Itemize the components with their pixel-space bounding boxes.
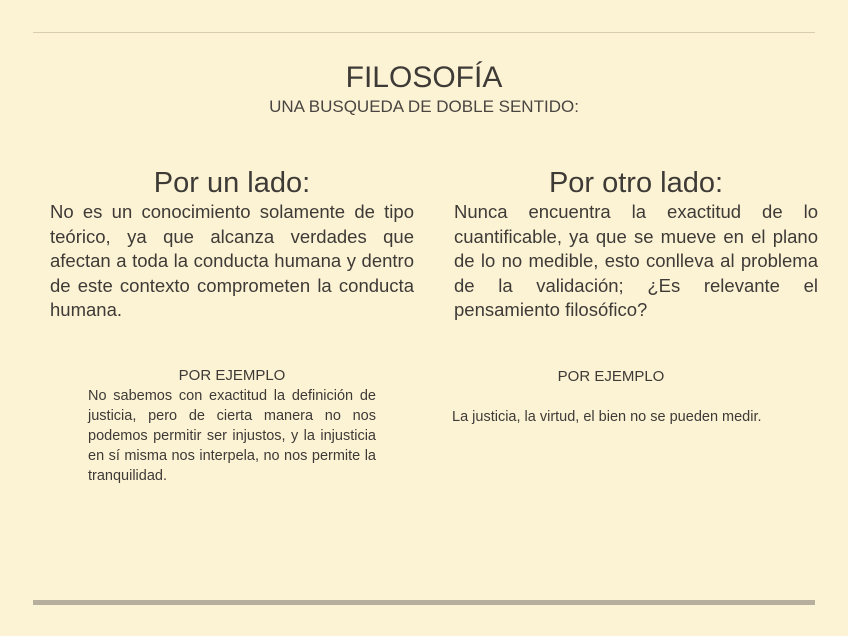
left-column-heading: Por un lado: [153,167,311,199]
bottom-divider [33,600,815,605]
left-column-body: No es un conocimiento solamente de tipo teórico, ya que alcanza verdades que afectan a toda la conducta humana y dentro de este contexto comprometen la conducta humana. [50,201,414,320]
slide-subtitle: UNA BUSQUEDA DE DOBLE SENTIDO: [269,97,579,116]
left-example-label: POR EJEMPLO [178,367,286,384]
right-example-text: La justicia, la virtud, el bien no se pueden medir. [452,409,762,425]
right-example-label: POR EJEMPLO [557,368,665,385]
slide-title: FILOSOFÍA [345,61,503,94]
left-example-text: No sabemos con exactitud la definición de justicia, pero de cierta manera no nos podemos permitir ser injustos, y la injusticia en sí misma nos interpela, no nos permite la tranquilidad. [88,388,376,484]
top-divider [33,32,815,33]
right-column-heading: Por otro lado: [548,167,724,199]
right-column-body: Nunca encuentra la exactitud de lo cuantificable, ya que se mueve en el plano de lo no medible, esto conlleva al problema de la validación; ¿Es relevante el pensamiento filosófico? [454,201,818,320]
